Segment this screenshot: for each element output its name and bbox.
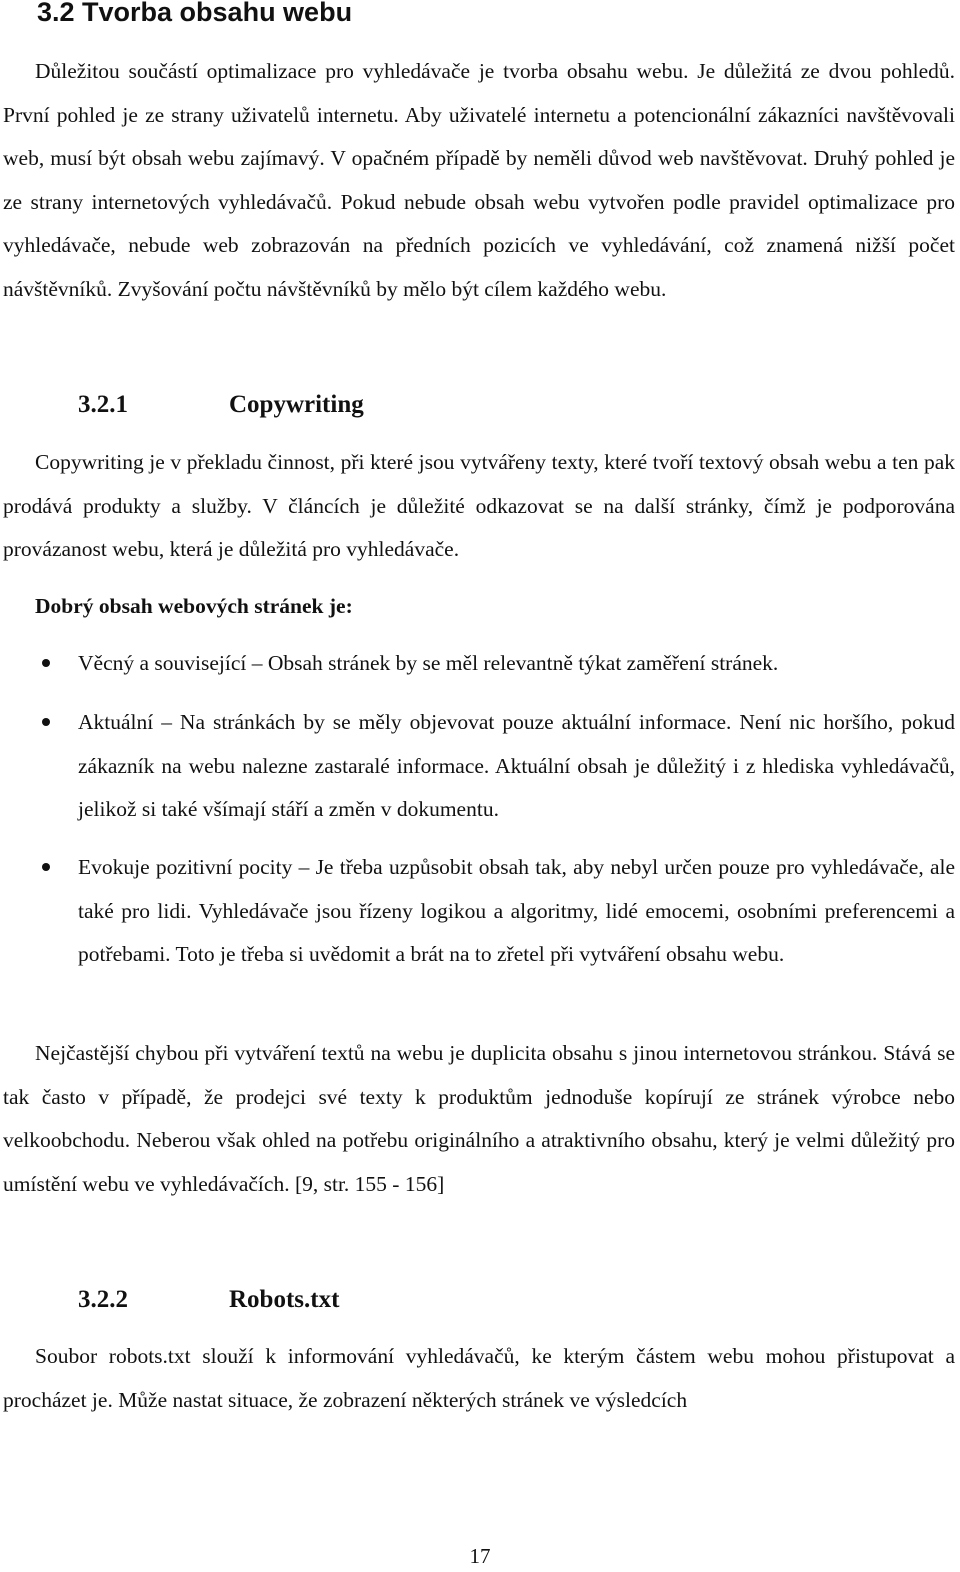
- subsection-heading-robots: [78, 1285, 339, 1315]
- copywriting-paragraph: Copywriting je v překladu činnost, při které jsou vytvářeny texty, které tvoří textový obsah webu a ten pak prodává produkty a služby. V článcích je důležité odkazovat se na další stránky, čímž je podporována provázanost webu, která je důležitá pro vyhledávače.: [3, 450, 955, 562]
- list-item-text: Aktuální – Na stránkách by se měly objevovat pouze aktuální informace. Není nic horšího, pokud zákazník na webu nalezne zastaralé informace. Aktuální obsah je důležitý i z hlediska vyhledávačů, jelikož si také všímají stáří a změn v dokumentu.: [78, 710, 955, 822]
- subsection-number: 3.2.1: [78, 391, 128, 418]
- intro-paragraph: Důležitou součástí optimalizace pro vyhledávače je tvorba obsahu webu. Je důležitá ze dvou pohledů. První pohled je ze strany uživatelů internetu. Aby uživatelé internetu a potencionální zákazníci navštěvovali web, musí být obsah webu zajímavý. V opačném případě by neměli důvod web navštěvovat. Druhý pohled je ze strany internetových vyhledávačů. Pokud nebude obsah webu vytvořen podle pravidel optimalizace pro vyhledávače, nebude web zobrazován na předních pozicích ve vyhledávání, což znamená nižší počet návštěvníků. Zvyšování počtu návštěvníků by mělo být cílem každého webu.: [3, 59, 955, 301]
- list-heading: Dobrý obsah webových stránek je:: [35, 594, 353, 618]
- robots-paragraph: Soubor robots.txt slouží k informování vyhledávačů, ke kterým částem webu mohou přistupovat a procházet je. Může nastat situace, že zobrazení některých stránek ve výsledcích: [3, 1344, 955, 1412]
- bullet-icon: [42, 718, 50, 726]
- bullet-icon: [42, 863, 50, 871]
- list-item-text: Věcný a související – Obsah stránek by se měl relevantně týkat zaměření stránek.: [78, 651, 779, 675]
- page-number: 17: [469, 1544, 491, 1568]
- subsection-title: Copywriting: [229, 391, 364, 418]
- list-item: [78, 846, 955, 977]
- list-item-text: Evokuje pozitivní pocity – Je třeba uzpůsobit obsah tak, aby nebyl určen pouze pro vyhledávače, ale také pro lidi. Vyhledávače jsou řízeny logikou a algoritmy, lidé emocemi, osobními preferencemi a potřebami. Toto je třeba si uvědomit a brát na to zřetel při vytváření obsahu webu.: [78, 855, 955, 967]
- section-title: 3.2 Tvorba obsahu webu: [37, 0, 353, 27]
- closing-paragraph: Nejčastější chybou při vytváření textů na webu je duplicita obsahu s jinou internetovou stránkou. Stává se tak často v případě, že prodejci své texty k produktům jednoduše kopírují ze stránek výrobce nebo velkoobchodu. Neberou však ohled na potřebu originálního a atraktivního obsahu, který je velmi důležitý pro umístění webu ve vyhledávačích. [9, str. 155 - 156]: [3, 1041, 955, 1196]
- subsection-number: 3.2.2: [78, 1286, 128, 1313]
- bullet-icon: [42, 659, 50, 667]
- list-item: [78, 642, 955, 686]
- list-item: [78, 701, 955, 832]
- subsection-heading-copywriting: [78, 390, 364, 420]
- subsection-title: Robots.txt: [229, 1286, 340, 1313]
